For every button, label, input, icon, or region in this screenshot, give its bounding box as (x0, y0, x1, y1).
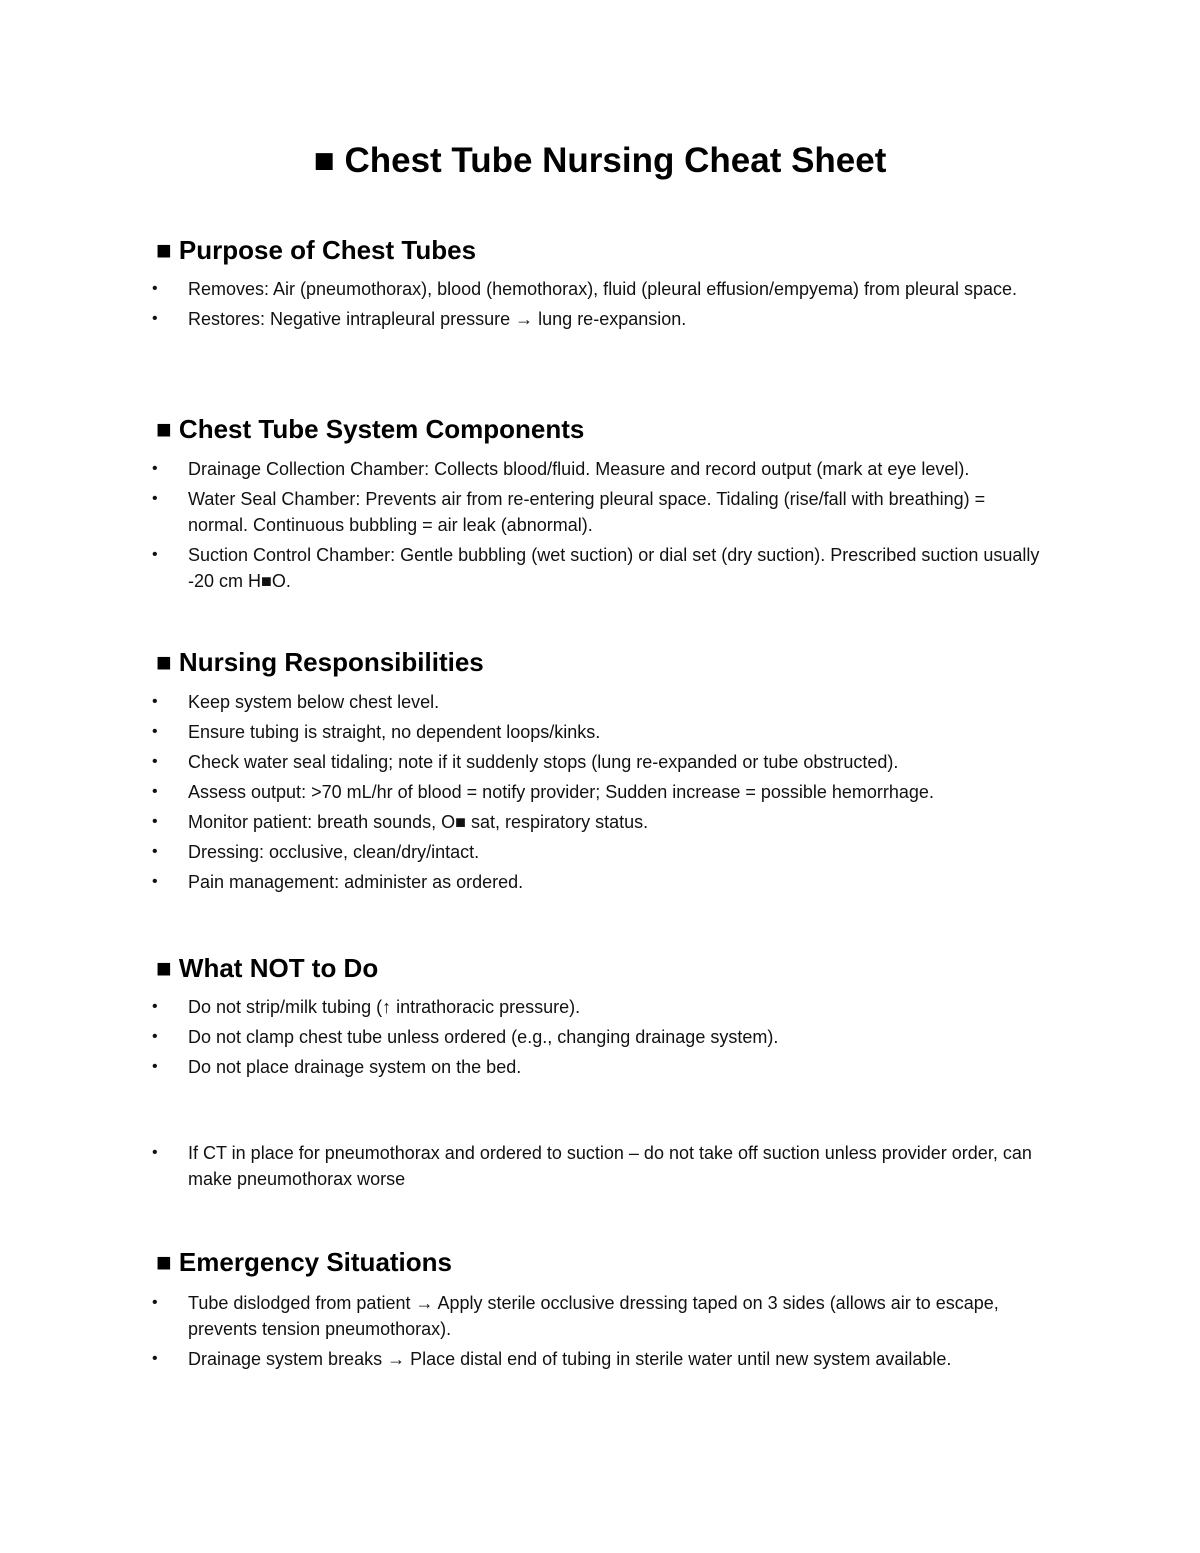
bullet-icon: • (152, 1144, 158, 1161)
what-not-extra-list (0, 1140, 1048, 1192)
list-item: • Pain management: administer as ordered. (0, 869, 1048, 895)
page-title: ■ Chest Tube Nursing Cheat Sheet (313, 141, 887, 180)
bullet-icon: • (152, 843, 158, 860)
list-item: • Water Seal Chamber: Prevents air from re-entering pleural space. Tidaling (rise/fall with breathing) = normal. Continuous bubbling = air leak (abnormal). (0, 486, 1048, 538)
bullet-icon: • (152, 813, 158, 830)
list-item: • Do not clamp chest tube unless ordered (e.g., changing drainage system). (0, 1024, 1048, 1050)
list-item: • Do not strip/milk tubing (↑ intrathoracic pressure). (0, 994, 1048, 1020)
bullet-icon: • (152, 1294, 158, 1311)
bullet-icon: • (152, 693, 158, 710)
bullet-icon: • (152, 998, 158, 1015)
bullet-icon: • (152, 1058, 158, 1075)
list-item: • Monitor patient: breath sounds, O■ sat, respiratory status. (0, 809, 1048, 835)
list-item: • Removes: Air (pneumothorax), blood (hemothorax), fluid (pleural effusion/empyema) from pleural space. (0, 276, 1048, 302)
bullet-icon: • (152, 873, 158, 890)
nursing-list (0, 689, 1048, 895)
purpose-list (0, 276, 1048, 332)
section-heading-what-not: ■ What NOT to Do (156, 953, 379, 983)
bullet-icon: • (152, 723, 158, 740)
emergency-list (0, 1290, 1048, 1372)
bullet-icon: • (152, 310, 158, 327)
list-item: • Drainage Collection Chamber: Collects blood/fluid. Measure and record output (mark at eye level). (0, 456, 1048, 482)
list-item: • If CT in place for pneumothorax and ordered to suction – do not take off suction unless provider order, can make pneumothorax worse (0, 1140, 1048, 1192)
bullet-icon: • (152, 1350, 158, 1367)
what-not-list (0, 994, 1048, 1080)
bullet-icon: • (152, 460, 158, 477)
list-item: • Restores: Negative intrapleural pressure → lung re-expansion. (0, 306, 1048, 332)
list-item: • Dressing: occlusive, clean/dry/intact. (0, 839, 1048, 865)
list-item: • Tube dislodged from patient → Apply sterile occlusive dressing taped on 3 sides (allows air to escape, prevents tension pneumothorax). (0, 1290, 1048, 1342)
list-item: • Drainage system breaks → Place distal end of tubing in sterile water until new system available. (0, 1346, 1048, 1372)
bullet-icon: • (152, 1028, 158, 1045)
section-heading-emergency: ■ Emergency Situations (156, 1247, 453, 1277)
section-heading-purpose: ■ Purpose of Chest Tubes (156, 235, 477, 265)
bullet-icon: • (152, 490, 158, 507)
bullet-icon: • (152, 783, 158, 800)
components-list (0, 456, 1048, 594)
bullet-icon: • (152, 753, 158, 770)
bullet-icon: • (152, 546, 158, 563)
list-item: • Assess output: >70 mL/hr of blood = notify provider; Sudden increase = possible hemorrhage. (0, 779, 1048, 805)
section-heading-nursing: ■ Nursing Responsibilities (156, 647, 484, 677)
list-item: • Check water seal tidaling; note if it suddenly stops (lung re-expanded or tube obstructed). (0, 749, 1048, 775)
list-item: • Ensure tubing is straight, no dependent loops/kinks. (0, 719, 1048, 745)
list-item: • Do not place drainage system on the bed. (0, 1054, 1048, 1080)
section-heading-components: ■ Chest Tube System Components (156, 414, 585, 444)
list-item: • Suction Control Chamber: Gentle bubbling (wet suction) or dial set (dry suction). Prescribed suction usually -20 cm H■O. (0, 542, 1048, 594)
bullet-icon: • (152, 280, 158, 297)
list-item: • Keep system below chest level. (0, 689, 1048, 715)
